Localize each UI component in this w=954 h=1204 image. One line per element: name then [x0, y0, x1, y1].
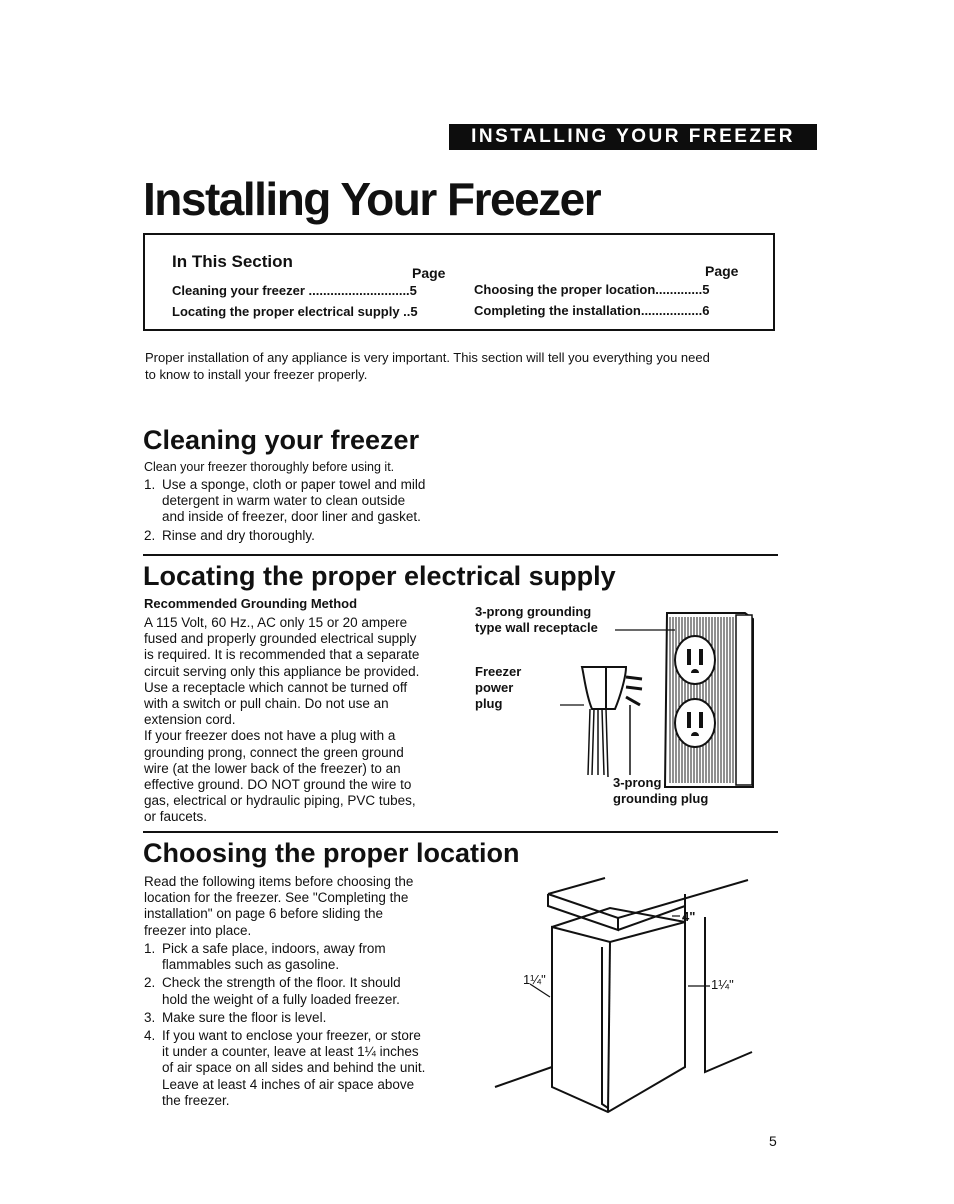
grounding-plug-label: 3-prong grounding plug: [613, 775, 709, 806]
freezer-clearance-illustration: [490, 872, 760, 1117]
cleaning-intro: Clean your freezer thoroughly before using it.: [144, 460, 395, 474]
step-number: 1.: [144, 941, 156, 956]
electrical-heading: Locating the proper electrical supply: [143, 561, 616, 591]
step-line: Check the strength of the floor. It should: [162, 975, 401, 991]
intro-line: Proper installation of any appliance is very important. This section will tell you everything you need: [145, 350, 710, 365]
text-line: wire (at the lower back of the freezer) to an: [144, 760, 401, 776]
text-line: with a switch or pull chain. Do not use an: [144, 696, 389, 712]
section-divider: [143, 554, 778, 556]
contents-item[interactable]: Cleaning your freezer ............................5: [172, 283, 417, 298]
list-item: [144, 1028, 454, 1109]
step-line: the freezer.: [162, 1092, 230, 1108]
list-item: [144, 528, 464, 544]
contents-item[interactable]: Completing the installation.................6: [474, 303, 710, 318]
step-number: 2.: [144, 527, 156, 543]
step-line: Leave at least 4 inches of air space above: [162, 1076, 415, 1092]
step-number: 3.: [144, 1009, 156, 1025]
text-line: fused and properly grounded electrical supply: [144, 631, 417, 647]
step-line: Make sure the floor is level.: [162, 1009, 327, 1025]
step-line: of air space on all sides and behind the unit.: [162, 1060, 426, 1076]
text-line: or faucets.: [144, 809, 208, 825]
power-plug-drawing: [582, 667, 642, 777]
step-line: Rinse and dry thoroughly.: [162, 527, 315, 543]
right-clearance-label: 1¼": [711, 977, 734, 992]
list-item: [144, 941, 454, 973]
section-contents-box: [143, 233, 775, 331]
step-number: 2.: [144, 975, 156, 991]
list-item: [144, 975, 454, 1007]
list-item: [144, 477, 464, 526]
cleaning-heading: Cleaning your freezer: [143, 425, 420, 455]
electrical-text: [144, 615, 454, 826]
text-line: freezer into place.: [144, 922, 252, 938]
receptacle-label: 3-prong grounding type wall receptacle: [475, 604, 598, 635]
step-line: hold the weight of a fully loaded freezer.: [162, 991, 400, 1007]
location-intro: [144, 874, 444, 939]
text-line: effective ground. DO NOT ground the wire to: [144, 777, 412, 793]
contents-item[interactable]: Locating the proper electrical supply ..5: [172, 304, 418, 319]
location-heading: Choosing the proper location: [143, 838, 520, 868]
page-number: 5: [769, 1133, 777, 1149]
page-column-label-right: Page: [705, 263, 739, 279]
contents-item[interactable]: Choosing the proper location.............5: [474, 282, 710, 297]
grounding-subheading: Recommended Grounding Method: [144, 596, 358, 611]
step-number: 1.: [144, 477, 156, 492]
text-line: grounding prong, connect the green ground: [144, 744, 404, 760]
text-line: Read the following items before choosing the: [144, 874, 414, 889]
step-line: Pick a safe place, indoors, away from: [162, 941, 386, 956]
text-line: installation" on page 6 before sliding the: [144, 906, 383, 922]
intro-line: to know to install your freezer properly.: [145, 367, 368, 382]
intro-paragraph: [145, 349, 785, 383]
location-steps: [144, 941, 454, 1109]
counter-and-freezer-drawing: [495, 878, 752, 1112]
text-line: Use a receptacle which cannot be turned off: [144, 679, 408, 695]
section-divider: [143, 831, 778, 833]
plug-label: Freezer power plug: [475, 664, 522, 711]
step-line: it under a counter, leave at least 1¼ inches: [162, 1044, 419, 1060]
page-column-label-left: Page: [412, 265, 446, 281]
page-title: Installing Your Freezer: [143, 173, 601, 225]
text-line: is required. It is recommended that a separate: [144, 647, 420, 663]
text-line: location for the freezer. See "Completing the: [144, 890, 409, 906]
text-line: If your freezer does not have a plug with a: [144, 728, 396, 744]
wall-receptacle-drawing: [665, 613, 753, 787]
step-line: If you want to enclose your freezer, or store: [162, 1028, 421, 1044]
section-banner: INSTALLING YOUR FREEZER: [449, 124, 817, 150]
text-line: gas, electrical or hydraulic piping, PVC tubes,: [144, 793, 416, 809]
step-line: detergent in warm water to clean outside: [162, 493, 406, 509]
list-item: [144, 1010, 454, 1026]
text-line: extension cord.: [144, 712, 236, 728]
text-line: A 115 Volt, 60 Hz., AC only 15 or 20 ampere: [144, 615, 408, 630]
contents-heading: In This Section: [172, 252, 293, 271]
step-line: and inside of freezer, door liner and gasket.: [162, 509, 421, 525]
top-clearance-label: 4": [682, 909, 696, 924]
step-number: 4.: [144, 1028, 156, 1044]
cleaning-steps: [144, 477, 464, 544]
left-clearance-label: 1¼": [523, 972, 546, 987]
text-line: circuit serving only this appliance be provided.: [144, 663, 420, 679]
step-line: flammables such as gasoline.: [162, 957, 340, 973]
step-line: Use a sponge, cloth or paper towel and mild: [162, 477, 426, 492]
